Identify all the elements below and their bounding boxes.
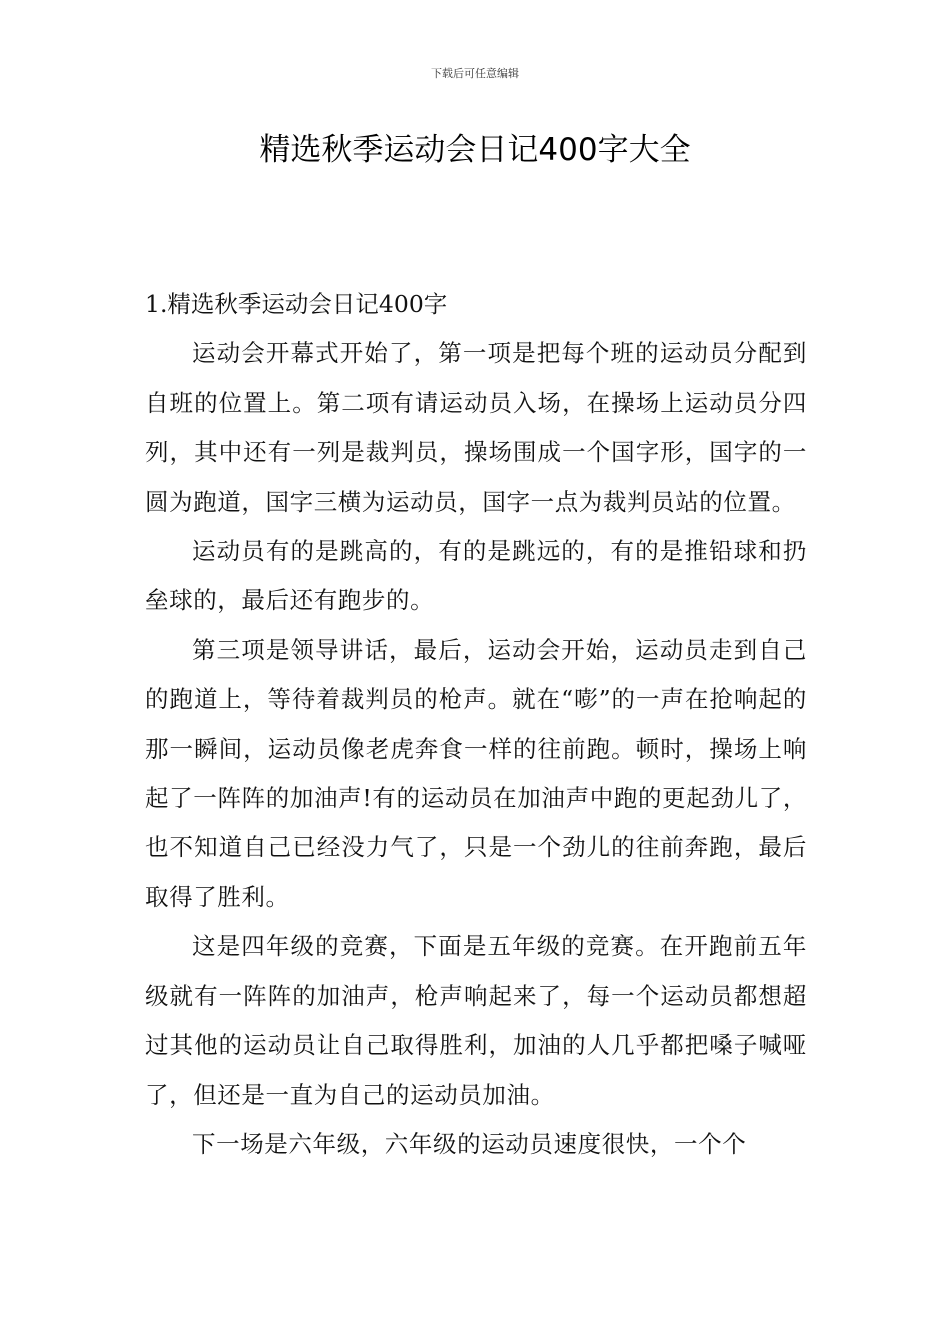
paragraph-2: 运动员有的是跳高的，有的是跳远的，有的是推铅球和扔垒球的，最后还有跑步的。 bbox=[145, 537, 807, 615]
paragraph-1: 运动会开幕式开始了，第一项是把每个班的运动员分配到自班的位置上。第二项有请运动员入场，在操场上运动员分四列，其中还有一列是裁判员，操场围成一个国字形，国字的一圆为跑道，国字三横为运动员，国字一点为裁判员站的位置。 bbox=[145, 339, 807, 516]
paragraph-4: 这是四年级的竞赛，下面是五年级的竞赛。在开跑前五年级就有一阵阵的加油声，枪声响起来了，每一个运动员都想超过其他的运动员让自己取得胜利，加油的人几乎都把嗓子喊哑了，但还是一直为自己的运动员加油。 bbox=[145, 932, 807, 1109]
paragraph-3: 第三项是领导讲话，最后，运动会开始，运动员走到自己的跑道上，等待着裁判员的枪声。就在“嘭”的一声在抢响起的那一瞬间，运动员像老虎奔食一样的往前跑。顿时，操场上响起了一阵阵的加油声!有的运动员在加油声中跑的更起劲儿了，也不知道自己已经没力气了，只是一个劲儿的往前奔跑，最后取得了胜利。 bbox=[145, 635, 807, 911]
document-body bbox=[145, 280, 807, 1169]
header-note: 下载后可任意编辑 bbox=[431, 67, 519, 80]
paragraph-5: 下一场是六年级，六年级的运动员速度很快，一个个 bbox=[192, 1129, 747, 1158]
page-title: 精选秋季运动会日记400字大全 bbox=[259, 132, 691, 168]
section-heading: 1.精选秋季运动会日记400字 bbox=[145, 290, 448, 318]
